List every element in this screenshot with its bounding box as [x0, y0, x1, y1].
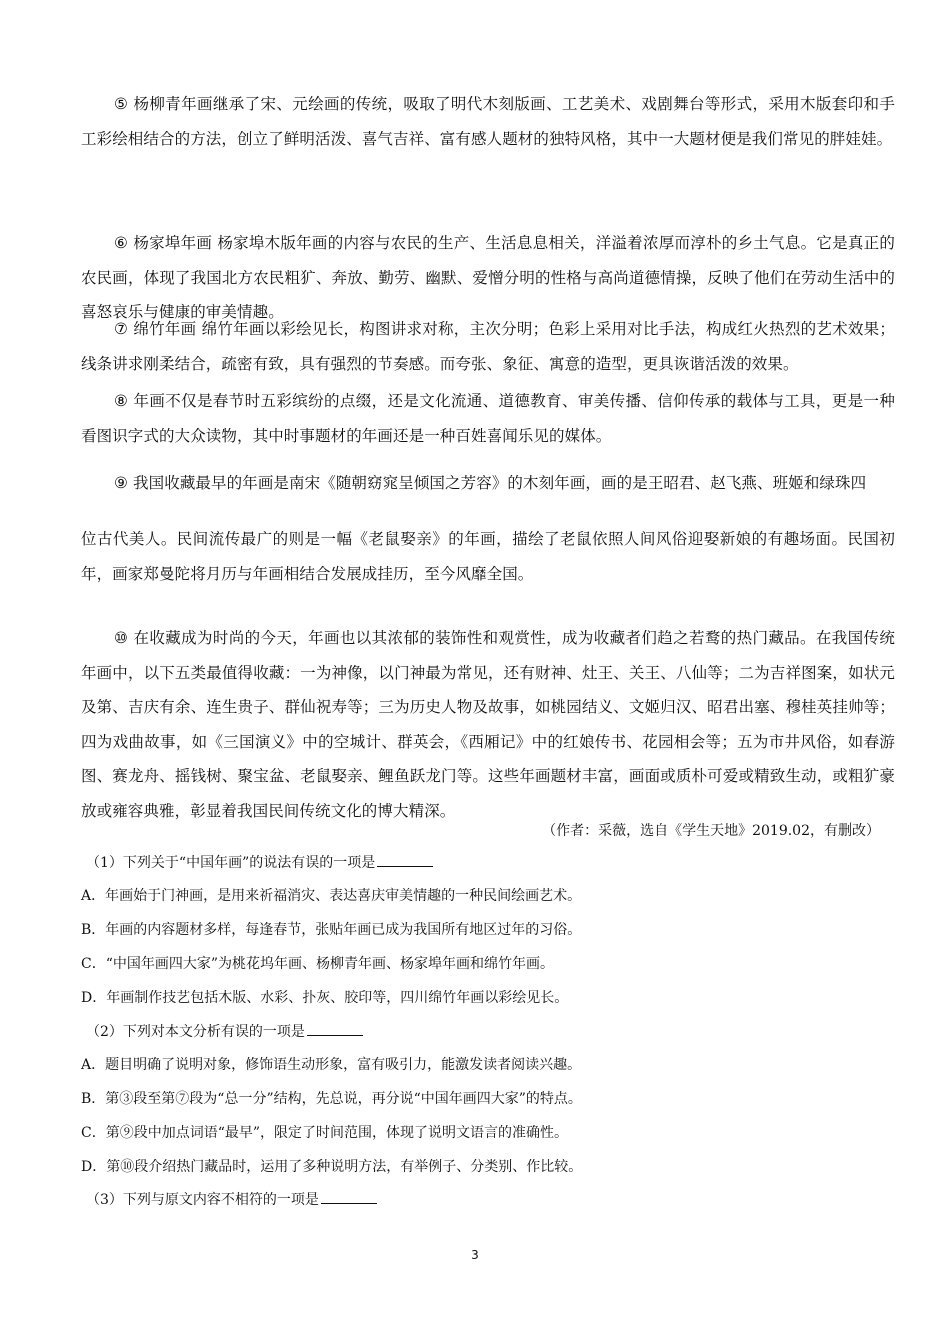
paragraph-9-line-1: ⑨ 我国收藏最早的年画是南宋《随朝窈窕呈倾国之芳容》的木刻年画，画的是王昭君、赵飞燕、班姬和绿珠四 — [114, 474, 867, 492]
page-number: 3 — [471, 1248, 479, 1262]
question-1-option-c: C．“中国年画四大家”为桃花坞年画、杨柳青年画、杨家埠年画和绵竹年画。 — [81, 956, 555, 972]
paragraph-5: ⑤ 杨柳青年画继承了宋、元绘画的传统，吸取了明代木刻版画、工艺美术、戏剧舞台等形式，采用木版套印和手工彩绘相结合的方法，创立了鲜明活泼、喜气吉祥、富有感人题材的独特风格，其中一大题材便是我们常见的胖娃娃。 — [81, 95, 895, 148]
answer-blank — [307, 1021, 363, 1036]
question-1-option-a: A．年画始于门神画，是用来祈福消灾、表达喜庆审美情趣的一种民间绘画艺术。 — [81, 888, 582, 904]
paragraph-6: ⑥ 杨家埠年画 杨家埠木版年画的内容与农民的生产、生活息息相关，洋溢着浓厚而淳朴的乡土气息。它是真正的农民画，体现了我国北方农民粗犷、奔放、勤劳、幽默、爱憎分明的性格与高尚道德情操，反映了他们在劳动生活中的喜怒哀乐与健康的审美情趣。 — [81, 234, 895, 321]
question-1-option-b: B．年画的内容题材多样，每逢春节，张贴年画已成为我国所有地区过年的习俗。 — [81, 922, 582, 938]
answer-blank — [321, 1189, 377, 1204]
answer-blank — [377, 852, 433, 867]
paragraph-9-continuation: 位古代美人。民间流传最广的则是一幅《老鼠娶亲》的年画，描绘了老鼠依照人间风俗迎娶新娘的有趣场面。民国初年，画家郑曼陀将月历与年画相结合发展成挂历，至今风靡全国。 — [81, 530, 895, 583]
question-2-option-d: D．第⑩段介绍热门藏品时，运用了多种说明方法，有举例子、分类别、作比较。 — [81, 1159, 583, 1175]
paragraph-10: ⑩ 在收藏成为时尚的今天，年画也以其浓郁的装饰性和观赏性，成为收藏者们趋之若鹜的热门藏品。在我国传统年画中，以下五类最值得收藏：一为神像，以门神最为常见，还有财神、灶王、关王、八仙等；二为吉祥图案，如状元及第、吉庆有余、连生贵子、群仙祝寿等；三为历史人物及故事，如桃园结义、文姬归汉、昭君出塞、穆桂英挂帅等；四为戏曲故事，如《三国演义》中的空城计、群英会，《西厢记》中的红娘传书、花园相会等；五为市井风俗，如春游图、赛龙舟、摇钱树、聚宝盆、老鼠娶亲、鲤鱼跃龙门等。这些年画题材丰富，画面或质朴可爱或精致生动，或粗犷豪放或雍容典雅，彰显着我国民间传统文化的博大精深。 — [81, 629, 895, 820]
paragraph-7: ⑦ 绵竹年画 绵竹年画以彩绘见长，构图讲求对称，主次分明；色彩上采用对比手法，构成红火热烈的艺术效果；线条讲求刚柔结合，疏密有致，具有强烈的节奏感。而夸张、象征、寓意的造型，更具诙谐活泼的效果。 — [81, 320, 895, 373]
question-1-stem: （1）下列关于“中国年画”的说法有误的一项是 — [86, 852, 433, 874]
question-3-stem: （3）下列与原文内容不相符的一项是 — [86, 1189, 377, 1211]
question-2-option-b: B．第③段至第⑦段为“总一分”结构，先总说，再分说“中国年画四大家”的特点。 — [81, 1091, 582, 1107]
question-2-option-a: A．题目明确了说明对象，修饰语生动形象，富有吸引力，能激发读者阅读兴趣。 — [81, 1057, 582, 1073]
paragraph-8: ⑧ 年画不仅是春节时五彩缤纷的点缀，还是文化流通、道德教育、审美传播、信仰传承的载体与工具，更是一种看图识字式的大众读物，其中时事题材的年画还是一种百姓喜闻乐见的媒体。 — [81, 392, 895, 445]
question-2-stem: （2）下列对本文分析有误的一项是 — [86, 1021, 363, 1043]
question-1-option-d: D．年画制作技艺包括木版、水彩、扑灰、胶印等，四川绵竹年画以彩绘见长。 — [81, 990, 569, 1006]
article-source: （作者：采薇，选自《学生天地》2019.02，有删改） — [542, 823, 880, 839]
question-2-option-c: C．第⑨段中加点词语“最早”，限定了时间范围，体现了说明文语言的准确性。 — [81, 1125, 569, 1141]
